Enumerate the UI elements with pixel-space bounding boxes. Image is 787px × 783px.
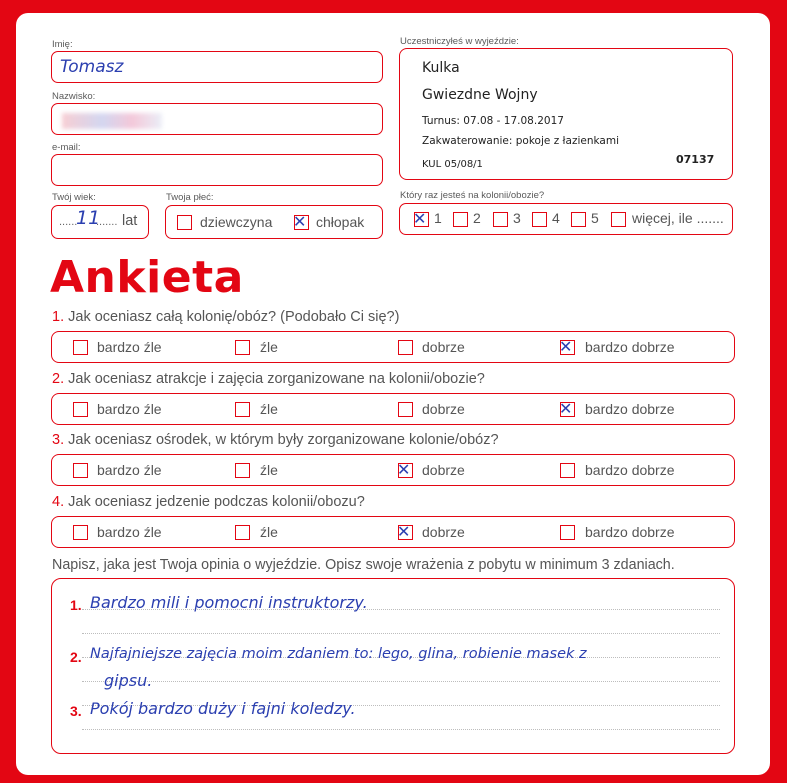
question-1-number: 1. <box>52 309 65 325</box>
accommodation-value: pokoje z łazienkami <box>515 135 619 147</box>
q1-checkbox-very-bad[interactable] <box>73 340 88 355</box>
opinion-textarea[interactable] <box>51 578 735 754</box>
question-3-options <box>51 454 735 486</box>
times-checkbox-4[interactable] <box>532 212 547 227</box>
name-label: Imię: <box>52 39 73 50</box>
question-3-text: Jak oceniasz ośrodek, w którym były zorganizowane kolonie/obóz? <box>68 432 499 448</box>
opinion-number-2: 2. <box>70 649 82 665</box>
survey-title: Ankieta <box>50 252 244 303</box>
q2-option-good: dobrze <box>422 401 465 417</box>
q1-option-bad: źle <box>260 339 278 355</box>
gender-option-girl: dziewczyna <box>200 214 273 230</box>
times-option-5: 5 <box>591 210 599 226</box>
times-option-2: 2 <box>473 210 481 226</box>
q2-checkbox-bad[interactable] <box>235 402 250 417</box>
surname-field[interactable] <box>51 103 383 135</box>
q4-checkbox-very-good[interactable] <box>560 525 575 540</box>
q2-checkbox-good[interactable] <box>398 402 413 417</box>
q4-option-very-bad: bardzo źle <box>97 524 162 540</box>
gender-field <box>165 205 383 239</box>
times-checkbox-2[interactable] <box>453 212 468 227</box>
age-unit: lat <box>122 213 138 229</box>
q2-checkbox-very-bad[interactable] <box>73 402 88 417</box>
opinion-line-1: Bardzo mili i pomocni instruktorzy. <box>90 593 368 612</box>
checkbox-boy[interactable]: ✕ <box>294 215 309 230</box>
accommodation-label: Zakwaterowanie: <box>422 135 513 147</box>
q3-option-bad: źle <box>260 462 278 478</box>
age-value: 11 <box>76 207 101 229</box>
times-label: Który raz jesteś na kolonii/obozie? <box>400 190 545 201</box>
question-2-text: Jak oceniasz atrakcje i zajęcia zorganizowane na kolonii/obozie? <box>68 371 485 387</box>
question-2 <box>52 371 485 387</box>
times-option-4: 4 <box>552 210 560 226</box>
question-4-options <box>51 516 735 548</box>
name-value: Tomasz <box>60 57 124 77</box>
turnus-label: Turnus: <box>422 115 460 127</box>
q4-option-very-good: bardzo dobrze <box>585 524 675 540</box>
times-checkbox-3[interactable] <box>493 212 508 227</box>
q3-option-very-good: bardzo dobrze <box>585 462 675 478</box>
email-field[interactable] <box>51 154 383 186</box>
opinion-number-1: 1. <box>70 597 82 613</box>
times-checkbox-1[interactable]: ✕ <box>414 212 429 227</box>
times-checkbox-more[interactable] <box>611 212 626 227</box>
question-3 <box>52 432 499 448</box>
times-field <box>399 203 733 235</box>
age-label: Twój wiek: <box>52 192 96 203</box>
opinion-line-3: Pokój bardzo duży i fajni koledzy. <box>90 699 356 718</box>
question-4-number: 4. <box>52 494 65 510</box>
email-label: e-mail: <box>52 142 81 153</box>
opinion-number-3: 3. <box>70 703 82 719</box>
q1-checkbox-good[interactable] <box>398 340 413 355</box>
q4-checkbox-very-bad[interactable] <box>73 525 88 540</box>
participant-label: Uczestniczyłeś w wyjeździe: <box>400 36 519 47</box>
q3-checkbox-bad[interactable] <box>235 463 250 478</box>
q4-option-good: dobrze <box>422 524 465 540</box>
q2-option-bad: źle <box>260 401 278 417</box>
turnus-value: 07.08 - 17.08.2017 <box>463 115 564 127</box>
q3-checkbox-very-good[interactable] <box>560 463 575 478</box>
gender-option-boy: chłopak <box>316 214 365 230</box>
redacted-surname <box>62 113 162 129</box>
question-1-options <box>51 331 735 363</box>
rule-line <box>82 633 720 634</box>
q1-checkbox-bad[interactable] <box>235 340 250 355</box>
age-dots-left: ...... <box>59 216 78 228</box>
rule-line <box>82 681 720 682</box>
opinion-line-2b: gipsu. <box>104 671 153 690</box>
q4-checkbox-good[interactable]: ✕ <box>398 525 413 540</box>
q1-option-very-bad: bardzo źle <box>97 339 162 355</box>
gender-label: Twoja płeć: <box>166 192 214 203</box>
question-4 <box>52 494 365 510</box>
camp-code: KUL 05/08/1 <box>422 159 483 170</box>
surname-label: Nazwisko: <box>52 91 96 102</box>
form-number: 07137 <box>676 153 715 166</box>
times-option-3: 3 <box>513 210 521 226</box>
question-2-options <box>51 393 735 425</box>
q4-checkbox-bad[interactable] <box>235 525 250 540</box>
question-1 <box>52 309 399 325</box>
age-dots-right: ....... <box>96 216 118 228</box>
q3-option-good: dobrze <box>422 462 465 478</box>
q4-option-bad: źle <box>260 524 278 540</box>
question-3-number: 3. <box>52 432 65 448</box>
question-2-number: 2. <box>52 371 65 387</box>
q3-checkbox-very-bad[interactable] <box>73 463 88 478</box>
times-option-more: więcej, ile ....... <box>632 210 724 226</box>
rule-line <box>82 729 720 730</box>
camp-name: Kulka <box>422 60 460 76</box>
camp-theme: Gwiezdne Wojny <box>422 87 538 103</box>
q2-checkbox-very-good[interactable]: ✕ <box>560 402 575 417</box>
question-4-text: Jak oceniasz jedzenie podczas kolonii/obozu? <box>68 494 365 510</box>
q3-checkbox-good[interactable]: ✕ <box>398 463 413 478</box>
times-checkbox-5[interactable] <box>571 212 586 227</box>
participant-box <box>399 48 733 180</box>
opinion-line-2: Najfajniejsze zajęcia moim zdaniem to: lego, glina, robienie masek z <box>90 646 587 662</box>
checkbox-girl[interactable] <box>177 215 192 230</box>
times-option-1: 1 <box>434 210 442 226</box>
name-field[interactable] <box>51 51 383 83</box>
age-field[interactable] <box>51 205 149 239</box>
question-1-text: Jak oceniasz całą kolonię/obóz? (Podobało Ci się?) <box>68 309 400 325</box>
q1-option-very-good: bardzo dobrze <box>585 339 675 355</box>
q2-option-very-good: bardzo dobrze <box>585 401 675 417</box>
q1-checkbox-very-good[interactable]: ✕ <box>560 340 575 355</box>
q1-option-good: dobrze <box>422 339 465 355</box>
q3-option-very-bad: bardzo źle <box>97 462 162 478</box>
opinion-prompt: Napisz, jaka jest Twoja opinia o wyjeździe. Opisz swoje wrażenia z pobytu w minimum 3 zdaniach. <box>52 557 675 573</box>
q2-option-very-bad: bardzo źle <box>97 401 162 417</box>
